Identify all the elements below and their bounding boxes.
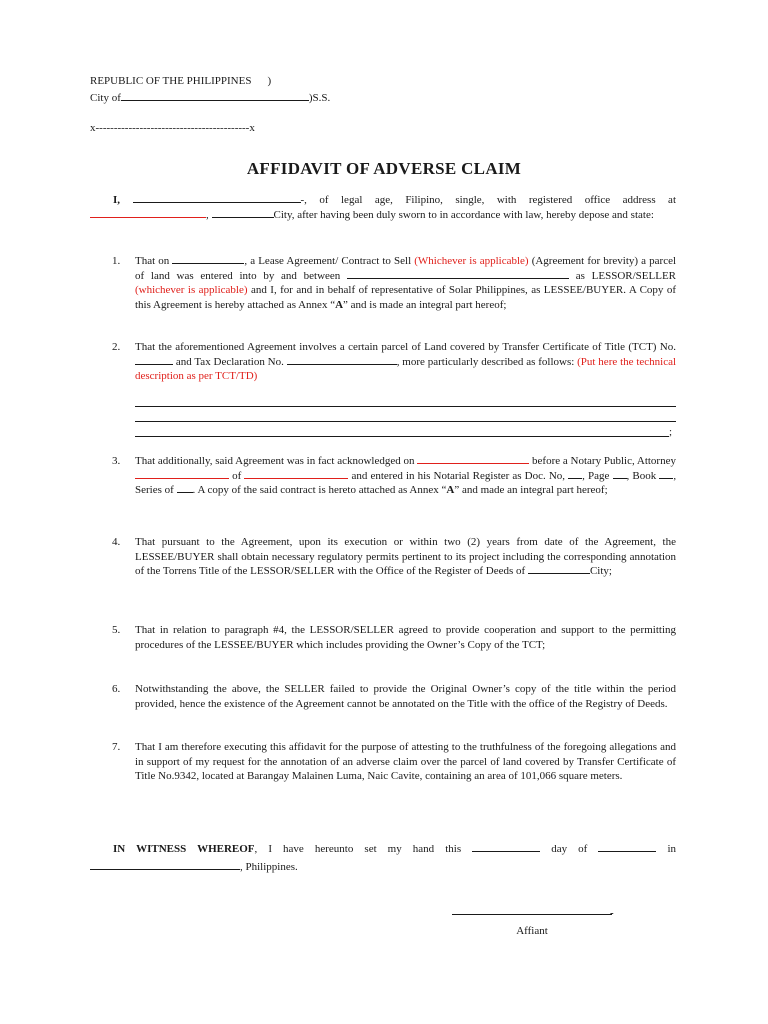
separator-line: x------------------------------------------x — [90, 122, 255, 134]
affiant-label: Affiant — [516, 925, 548, 937]
city-line: City of )S.S. — [90, 92, 331, 104]
paragraph-1: 1. That on , a Lease Agreement/ Contract to Sell (Whichever is applicable) (Agreement for brevity) a parcel of land was entered into by and between as LESSOR/SELLER (whichever is applicable) and I, for and in behalf of representative of Solar Philippines, as LESSEE/BUYER. A Copy of this Agreement is hereby attached as Annex “A” and is made an integral part hereof; — [112, 255, 677, 311]
witness-clause: IN WITNESS WHEREOF, I have hereunto set my hand this day of in , Philippines. — [90, 840, 676, 876]
paragraph-2: 2. That the aforementioned Agreement involves a certain parcel of Land covered by Transfer Certificate of Title (TCT) No. and Tax Declaration No. , more particularly described as follows: (Put here the technical description as per TCT/TD) — [112, 341, 677, 383]
intro-city-blank — [212, 208, 274, 218]
description-line-1 — [135, 406, 676, 407]
register-city-blank — [528, 564, 590, 574]
attorney-name-blank — [135, 469, 229, 479]
witness-place-blank — [90, 860, 240, 870]
address-blank — [90, 208, 206, 218]
series-blank — [177, 483, 193, 493]
attorney-location-blank — [244, 469, 348, 479]
tct-number-blank — [135, 355, 173, 365]
document-title: AFFIDAVIT OF ADVERSE CLAIM — [246, 159, 522, 178]
description-line-2 — [135, 421, 676, 422]
description-line-3 — [135, 436, 669, 437]
doc-number-blank — [568, 469, 582, 479]
city-blank — [121, 91, 309, 101]
intro-paragraph: I, -, of legal age, Filipino, single, with registered office address at , City, after having been duly sworn to in accordance with law, hereby depose and state: — [90, 193, 676, 223]
signature-line — [452, 906, 612, 915]
agreement-date-blank — [172, 254, 244, 264]
description-end-mark: ; — [669, 426, 673, 438]
tax-declaration-blank — [287, 355, 397, 365]
acknowledged-date-blank — [417, 454, 529, 464]
paragraph-4: 4. That pursuant to the Agreement, upon its execution or within two (2) years from date of the Agreement, the LESSEE/BUYER shall obtain necessary regulatory permits pertinent to its project including the corresponding annotation of the Torrens Title of the LESSOR/SELLER with the Office of the Register of Deeds of City; — [112, 536, 676, 578]
paragraph-3: 3. That additionally, said Agreement was in fact acknowledged on before a Notary Public, Attorney of and entered in his Notarial Register as Doc. No, , Page , Book , Series of . A copy of the said contract is hereto attached as Annex “A” and made an integral part hereof; — [112, 455, 677, 497]
lessor-name-blank — [347, 269, 569, 279]
witness-month-blank — [598, 842, 656, 852]
book-number-blank — [659, 469, 673, 479]
republic-line: REPUBLIC OF THE PHILIPPINES ) — [90, 75, 272, 87]
witness-day-blank — [472, 842, 540, 852]
paragraph-7: 7. That I am therefore executing this affidavit for the purpose of attesting to the truthfulness of the foregoing allegations and in support of my request for the annotation of an adverse claim over the parcel of land covered by Transfer Certificate of Title No.9342, located at Barangay Malainen Luma, Naic Cavite, containing an area of 101,066 square meters. — [112, 741, 676, 783]
paragraph-5: 5. That in relation to paragraph #4, the LESSOR/SELLER agreed to provide cooperation and support to the permitting procedures of the LESSEE/BUYER which includes providing the Owner’s Copy of the TCT; — [112, 624, 676, 651]
page-number-blank — [613, 469, 627, 479]
signature-dash: - — [610, 907, 614, 919]
affiant-name-blank — [133, 193, 301, 203]
paragraph-6: 6. Notwithstanding the above, the SELLER failed to provide the Original Owner’s copy of the title within the period provided, hence the existence of the Agreement cannot be annotated on the Title with the office of the Registry of Deeds. — [112, 683, 676, 710]
